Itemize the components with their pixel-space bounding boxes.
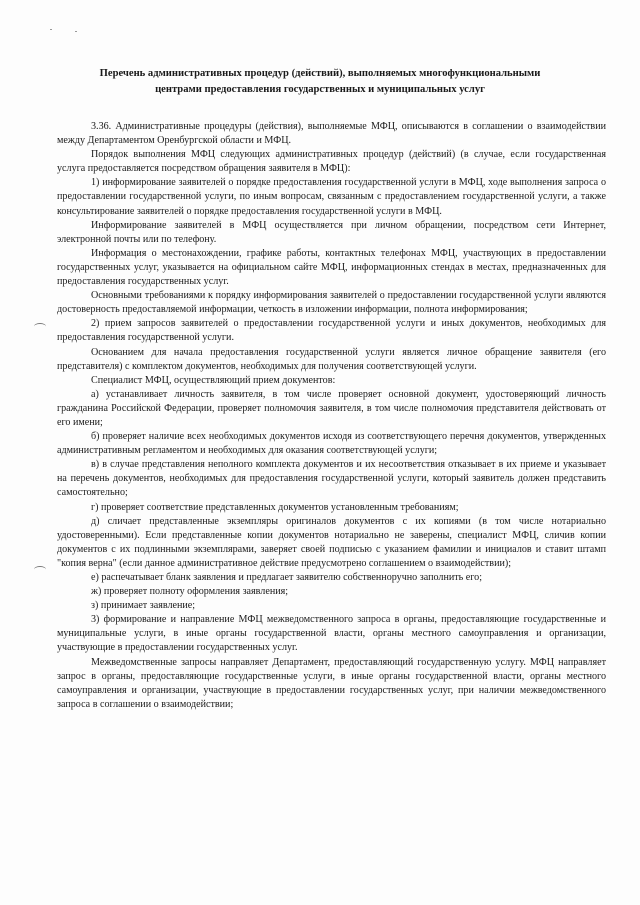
paragraph: е) распечатывает бланк заявления и предлагает заявителю собственноручно заполнить его; bbox=[91, 572, 483, 583]
paragraph: 3.36. Административные процедуры (действия), выполняемые МФЦ, описываются в соглашении о взаимодействии между Департаментом Оренбургской области и МФЦ. bbox=[57, 121, 606, 147]
paragraph: Информация о местонахождении, графике работы, контактных телефонах МФЦ, участвующих в предоставлении государственных услуг, указывается на официальном сайте МФЦ, информационных стендах в местах, предназначенных для предоставления государственных услуг. bbox=[57, 247, 606, 288]
document-body bbox=[57, 120, 606, 712]
paragraph: 2) прием запросов заявителей о предоставлении государственной услуги и иных документов, необходимых для предоставления государственной услуги. bbox=[57, 318, 606, 344]
paragraph: Информирование заявителей в МФЦ осуществляется при личном обращении, посредством сети Интернет, электронной почты или по телефону. bbox=[57, 219, 606, 245]
paragraph: Основными требованиями к порядку информирования заявителей о предоставлении государственной услуги являются достоверность предоставляемой информации, четкость в изложении информации, полнота информирования; bbox=[57, 290, 606, 316]
title-line-2: центрами предоставления государственных и муниципальных услуг bbox=[155, 84, 485, 95]
paragraph: Межведомственные запросы направляет Департамент, предоставляющий государственную услугу. МФЦ направляет запрос в органы, предоставляющие государственные услуги, в иные органы государственной власти, органы местного самоуправления и организации, участвующие в предоставлении государственных услуг, при наличии межведомственного запроса в соглашении о взаимодействии; bbox=[57, 656, 606, 710]
paragraph: Специалист МФЦ, осуществляющий прием документов: bbox=[91, 374, 336, 386]
paragraph: г) проверяет соответствие представленных документов установленным требованиям; bbox=[91, 501, 459, 513]
paragraph: Порядок выполнения МФЦ следующих административных процедур (действий) (в случае, если государственная услуга предоставляется посредством обращения заявителя в МФЦ): bbox=[57, 149, 606, 175]
paragraph: а) устанавливает личность заявителя, в том числе проверяет основной документ, удостоверяющий личность гражданина Российской Федерации, проверяет полномочия заявителя, в том числе полномочия представителя действовать от его имени; bbox=[57, 388, 606, 428]
paragraph: з) принимает заявление; bbox=[91, 600, 196, 612]
document-title bbox=[40, 66, 600, 98]
title-line-1: Перечень административных процедур (действий), выполняемых многофункциональными bbox=[99, 68, 541, 79]
paragraph: Основанием для начала предоставления государственной услуги является личное обращение заявителя (его представителя) с комплектом документов, необходимых для получения соответствующей услуги. bbox=[57, 346, 606, 372]
scan-speck bbox=[50, 29, 52, 30]
paragraph: 1) информирование заявителей о порядке предоставления государственной услуги в МФЦ, ходе выполнения запроса о предоставлении государственной услуги, по иным вопросам, связанным с предоставлением государственной услуги, а также консультирование заявителей о порядке предоставления государственной услуги в МФЦ. bbox=[57, 177, 606, 217]
margin-mark bbox=[34, 323, 46, 330]
margin-mark bbox=[34, 566, 46, 573]
paragraph: в) в случае представления неполного комплекта документов и их несоответствия отказывает в их приеме и указывает на перечень документов, необходимых для предоставления государственной услуги, который заявитель должен представить самостоятельно; bbox=[57, 459, 606, 499]
paragraph: д) сличает представленные экземпляры оригиналов документов с их копиями (в том числе нотариально удостоверенными). Если представленные копии документов нотариально не заверены, специалист МФЦ, сличив копии документов с их подлинными экземплярами, заверяет своей подписью с указанием фамилии и инициалов и ставит штамп "копия верна" (если данное административное действие предусмотрено соглашением о взаимодействии); bbox=[57, 515, 606, 569]
paragraph: 3) формирование и направление МФЦ межведомственного запроса в органы, предоставляющие государственные и муниципальные услуги, в иные органы государственной власти, органы местного самоуправления и организации, участвующие в предоставлении государственных услуг. bbox=[57, 614, 606, 654]
paragraph: б) проверяет наличие всех необходимых документов исходя из соответствующего перечня документов, утвержденных административным регламентом и необходимых для оказания соответствующей услуги; bbox=[57, 431, 606, 457]
paragraph: ж) проверяет полноту оформления заявления; bbox=[91, 586, 289, 598]
scan-speck bbox=[75, 31, 77, 32]
